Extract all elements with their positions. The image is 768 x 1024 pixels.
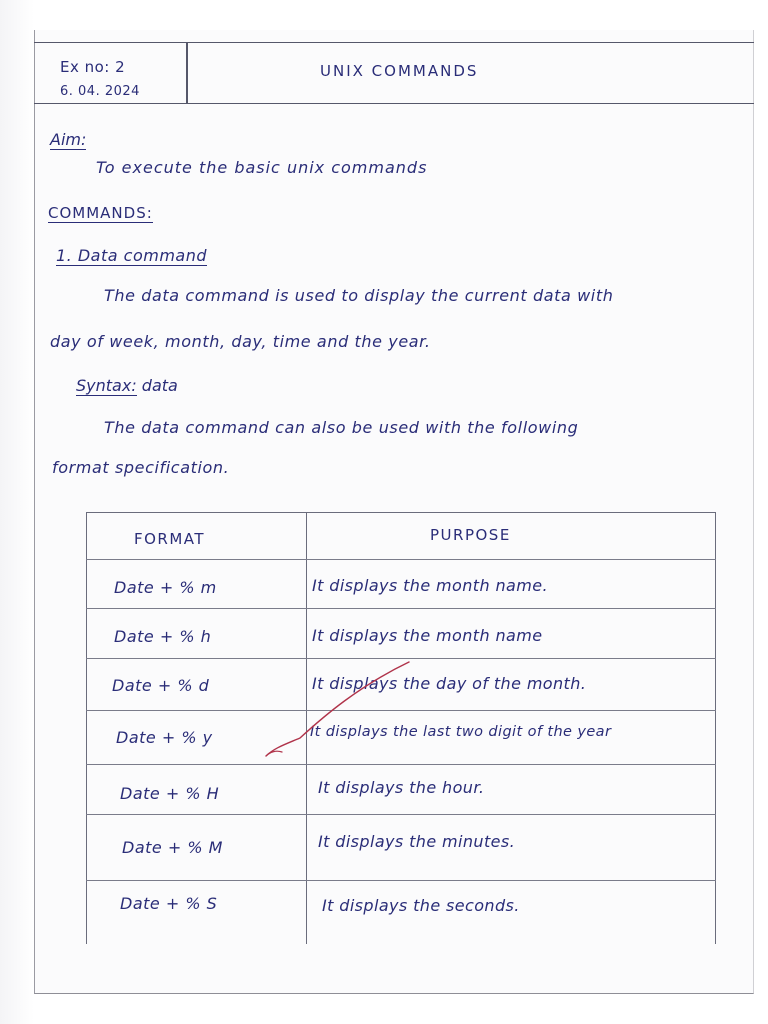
table-cell-purpose: It displays the minutes. — [318, 832, 516, 851]
table-cell-format: Date + % y — [116, 728, 213, 747]
check-mark-icon — [264, 656, 414, 766]
table-row-divider — [86, 559, 716, 560]
commands-heading: COMMANDS: — [48, 204, 153, 222]
page-title: UNIX COMMANDS — [320, 62, 479, 80]
table-cell-format: Date + % M — [122, 838, 223, 857]
table-cell-purpose: It displays the month name — [312, 626, 543, 645]
page-margin — [0, 0, 34, 1024]
section-heading: 1. Data command — [56, 246, 207, 265]
table-cell-purpose: It displays the hour. — [318, 778, 485, 797]
table-header-format: FORMAT — [134, 530, 206, 548]
paragraph-1-line-1: The data command is used to display the current data with — [104, 286, 614, 305]
syntax-line — [76, 376, 178, 395]
syntax-value: data — [141, 376, 178, 395]
table-cell-format: Date + % h — [114, 627, 212, 646]
table-row-divider — [86, 880, 716, 881]
table-cell-format: Date + % d — [112, 676, 210, 695]
aim-label: Aim: — [50, 130, 87, 149]
table-cell-purpose: It displays the last two digit of the year — [310, 724, 612, 740]
exercise-date: 6. 04. 2024 — [60, 84, 140, 99]
aim-text: To execute the basic unix commands — [96, 158, 428, 177]
paragraph-1-line-2: day of week, month, day, time and the year. — [50, 332, 431, 351]
table-cell-purpose: It displays the month name. — [312, 576, 548, 595]
syntax-label: Syntax: — [76, 376, 137, 395]
table-cell-format: Date + % H — [120, 784, 220, 803]
table-header-purpose: PURPOSE — [430, 526, 511, 544]
header-divider — [186, 42, 188, 104]
table-cell-purpose: It displays the seconds. — [322, 896, 520, 915]
exercise-number: Ex no: 2 — [60, 58, 126, 76]
table-cell-purpose: It displays the day of the month. — [312, 674, 587, 693]
table-row-divider — [86, 608, 716, 609]
table-cell-format: Date + % S — [120, 894, 218, 913]
table-row-divider — [86, 814, 716, 815]
table-cell-format: Date + % m — [114, 578, 217, 597]
paragraph-2-line-1: The data command can also be used with the following — [104, 418, 579, 437]
paragraph-2-line-2: format specification. — [52, 458, 230, 477]
